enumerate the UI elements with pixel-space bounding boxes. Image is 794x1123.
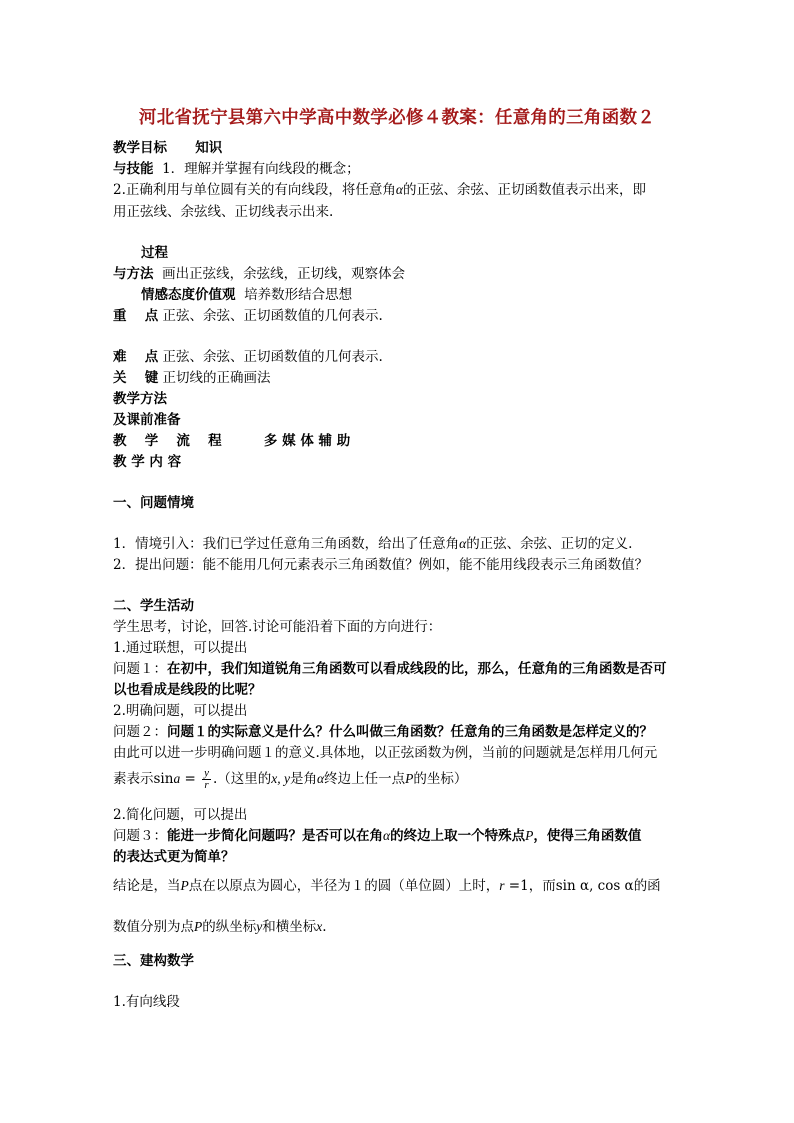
section-3-heading: 三、建构数学 [113, 953, 194, 969]
conclusion-line-2: 数值分别为点P的纵坐标y和横坐标x. [113, 919, 327, 935]
skill-line [113, 160, 360, 178]
key-point-text: 正弦、余弦、正切函数值的几何表示. [162, 308, 383, 324]
teaching-flow-line [113, 432, 350, 450]
formula-fraction: $\frac{y}{r}$ [204, 767, 209, 791]
question-2-formula-line: 素表示sina = $\frac{y}{r}$ .（这里的x, y是角α终边上任一点P的坐标） [113, 767, 468, 791]
section-1-item-2: 2．提出问题：能不能用几何元素表示三角函数值？例如，能不能用线段表示三角函数值？ [113, 557, 649, 573]
method-line [113, 265, 405, 283]
section-2-step-2: 2.明确问题，可以提出 [113, 703, 248, 719]
goal-item-2-cont: 用正弦线、余弦线、正切线表示出来. [113, 204, 334, 220]
section-1-item-1: 1．情境引入：我们已学过任意角三角函数，给出了任意角α的正弦、余弦、正切的定义. [113, 536, 633, 552]
document-title: 河北省抚宁县第六中学高中数学必修４教案：任意角的三角函数２ [138, 108, 656, 128]
critical-point-text: 正切线的正确画法 [162, 370, 271, 386]
key-point-label: 重 点 [113, 308, 159, 324]
emotion-label: 情感态度价值观 [141, 287, 236, 303]
emotion-line [141, 286, 352, 304]
question-1-label: 问题１： [113, 661, 167, 677]
method-text: 画出正弦线，余弦线，正切线，观察体会 [162, 266, 406, 282]
section-2-heading: 二、学生活动 [113, 598, 194, 614]
teaching-method-label: 教学方法 [113, 391, 167, 407]
teaching-goals-line [113, 139, 222, 157]
difficult-point-line [113, 348, 383, 366]
process-label: 过程 [141, 245, 168, 261]
teaching-flow-label: 教 学 流 程 [113, 433, 222, 449]
question-3-label: 问题３： [113, 828, 167, 844]
section-3-item-1: 1.有向线段 [113, 994, 180, 1010]
question-2: 问题２：问题１的实际意义是什么？什么叫做三角函数？任意角的三角函数是怎样定义的？ [113, 724, 653, 740]
question-2-cont: 由此可以进一步明确问题１的意义.具体地，以正弦函数为例，当前的问题就是怎样用几何元 [113, 745, 658, 761]
section-1-heading: 一、问题情境 [113, 495, 194, 511]
section-2-step-1: 1.通过联想，可以提出 [113, 640, 248, 656]
difficult-point-label: 难 点 [113, 349, 159, 365]
question-3: 问题３：能进一步简化问题吗？是否可以在角α的终边上取一个特殊点P，使得三角函数值 [113, 828, 642, 844]
question-3-cont: 的表达式更为简单？ [113, 849, 235, 865]
skill-label: 与技能 [113, 161, 154, 177]
formula-sin: sin [153, 771, 174, 787]
critical-point-label: 关 键 [113, 370, 159, 386]
difficult-point-text: 正弦、余弦、正切函数值的几何表示. [162, 349, 383, 365]
teaching-content-label: 教 学 内 容 [113, 454, 182, 470]
section-2-step-3: 2.简化问题，可以提出 [113, 807, 248, 823]
critical-point-line [113, 369, 271, 387]
multimedia-label: 多 媒 体 辅 助 [263, 433, 351, 449]
preparation-label: 及课前准备 [113, 412, 181, 428]
key-point-line [113, 307, 383, 325]
emotion-text: 培养数形结合思想 [244, 287, 353, 303]
question-1: 问题１：在初中，我们知道锐角三角函数可以看成线段的比，那么，任意角的三角函数是否可 [113, 661, 667, 677]
teaching-goals-label: 教学目标 [113, 140, 167, 156]
goal-item-1: 1．理解并掌握有向线段的概念； [162, 161, 360, 177]
method-label: 与方法 [113, 266, 154, 282]
conclusion-line-1: 结论是，当P点在以原点为圆心，半径为１的圆（单位圆）上时，r =1，而sin α, cos α的函 [113, 878, 661, 894]
section-2-intro: 学生思考，讨论，回答.讨论可能沿着下面的方向进行： [113, 619, 442, 635]
goal-item-2: 2.正确利用与单位圆有关的有向线段，将任意角α的正弦、余弦、正切函数值表示出来，即 [113, 182, 646, 198]
knowledge-label: 知识 [195, 140, 223, 156]
question-2-label: 问题２： [113, 724, 167, 740]
question-1-cont: 以也看成是线段的比呢？ [113, 682, 262, 698]
